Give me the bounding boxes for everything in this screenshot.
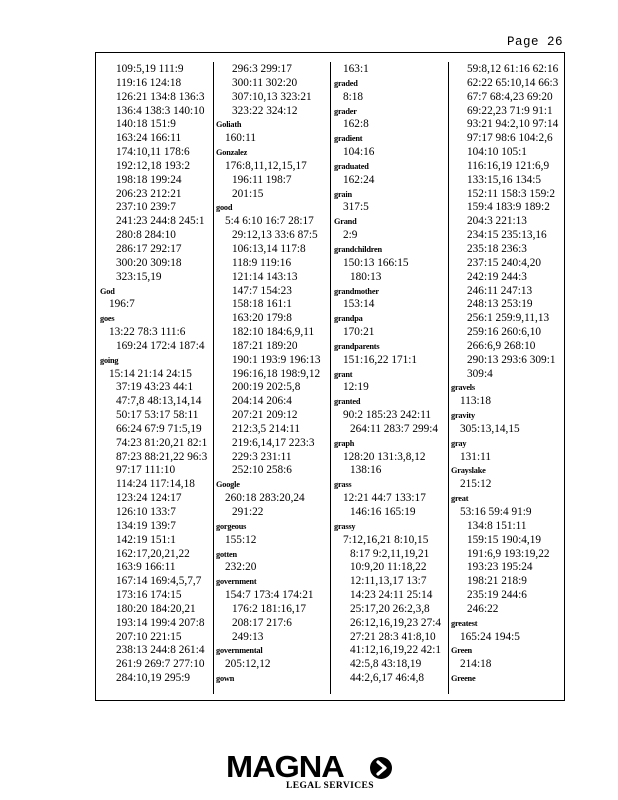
index-column-3 [334,63,441,686]
index-reference-line: 5:4 6:10 16:7 28:17 [225,215,314,228]
index-term: great [451,494,469,504]
index-reference-line: 109:5,19 111:9 [116,63,184,75]
index-reference-line: 15:14 21:14 24:15 [109,367,192,380]
index-reference-line: 261:9 269:7 277:10 [116,658,205,671]
index-reference-line: 187:21 189:20 [232,339,298,352]
index-term: Gonzalez [216,148,248,158]
index-reference-line: 165:24 194:5 [460,630,520,643]
index-reference-line: 7:12,16,21 8:10,15 [343,533,429,546]
index-term: grass [334,480,352,490]
index-term: governmental [216,646,263,656]
index-term: grader [334,106,357,116]
index-reference-line: 69:22,23 71:9 91:1 [467,104,553,117]
index-reference-line: 25:17,20 26:2,3,8 [350,602,430,615]
index-reference-line: 162:17,20,21,22 [116,547,190,560]
index-reference-line: 242:19 244:3 [467,270,527,283]
index-reference-line: 8:18 [343,90,364,103]
index-reference-line: 212:3,5 214:11 [232,422,300,435]
index-reference-line: 229:3 231:11 [232,450,292,463]
index-reference-line: 204:14 206:4 [232,395,292,408]
index-term: Grand [334,217,357,227]
index-reference-line: 260:18 283:20,24 [225,492,305,505]
index-reference-line: 66:24 67:9 71:5,19 [116,422,202,435]
column-divider-2 [330,62,331,694]
index-term: Google [216,480,240,490]
index-term: grandmother [334,286,379,296]
index-reference-line: 248:13 253:19 [467,298,533,311]
index-reference-line: 214:18 [460,658,492,671]
index-term: gradient [334,134,363,144]
index-reference-line: 300:20 309:18 [116,256,182,269]
index-term: granted [334,397,361,407]
index-term: going [100,355,119,365]
index-reference-line: 323:15,19 [116,270,162,283]
index-reference-line: 163:24 166:11 [116,132,182,145]
index-reference-line: 151:16,22 171:1 [343,353,418,366]
index-reference-line: 207:10 221:15 [116,630,182,643]
index-reference-line: 174:10,11 178:6 [116,146,190,159]
logo-arrow-icon [370,757,392,779]
index-reference-line: 196:7 [109,298,135,311]
index-reference-line: 249:13 [232,630,264,643]
index-reference-line: 219:6,14,17 223:3 [232,436,315,449]
index-reference-line: 12:21 44:7 133:17 [343,492,426,505]
index-reference-line: 309:4 [467,367,493,380]
index-reference-line: 198:18 199:24 [116,173,182,186]
index-reference-line: 235:18 236:3 [467,242,527,255]
index-reference-line: 163:1 [343,63,369,75]
index-reference-line: 307:10,13 323:21 [232,90,312,103]
index-term: grassy [334,521,356,531]
index-term: goes [100,314,115,324]
index-reference-line: 62:22 65:10,14 66:3 [467,76,559,89]
index-reference-line: 12:11,13,17 13:7 [350,575,427,588]
column-divider-3 [448,62,449,694]
index-reference-line: 163:20 179:8 [232,312,292,325]
index-reference-line: 232:20 [225,561,257,574]
index-reference-line: 2:9 [343,229,358,242]
index-reference-line: 170:21 [343,326,375,339]
index-reference-line: 201:15 [232,187,264,200]
index-reference-line: 121:14 143:13 [232,270,298,283]
index-column-4 [451,63,558,686]
index-term: Grayslake [451,466,486,476]
index-reference-line: 167:14 169:4,5,7,7 [116,575,202,588]
index-reference-line: 259:16 260:6,10 [467,326,542,339]
index-reference-line: 198:21 218:9 [467,575,527,588]
index-reference-line: 59:8,12 61:16 62:16 [467,63,559,75]
index-reference-line: 204:3 221:13 [467,215,527,228]
index-reference-line: 116:16,19 121:6,9 [467,159,550,172]
index-reference-line: 305:13,14,15 [460,422,520,435]
index-reference-line: 44:2,6,17 46:4,8 [350,672,425,685]
index-reference-line: 159:4 183:9 189:2 [467,201,550,214]
index-reference-line: 207:21 209:12 [232,409,298,422]
index-reference-line: 246:11 247:13 [467,284,533,297]
index-reference-line: 37:19 43:23 44:1 [116,381,194,394]
index-reference-line: 27:21 28:3 41:8,10 [350,630,436,643]
index-reference-line: 126:21 134:8 136:3 [116,90,205,103]
index-reference-line: 280:8 284:10 [116,229,176,242]
index-term: grandparents [334,341,380,351]
index-reference-line: 300:11 302:20 [232,76,298,89]
index-reference-line: 26:12,16,19,23 27:4 [350,616,442,629]
index-reference-line: 206:23 212:21 [116,187,182,200]
index-reference-line: 87:23 88:21,22 96:3 [116,450,208,463]
index-reference-line: 290:13 293:6 309:1 [467,353,556,366]
index-term: graph [334,438,355,448]
index-reference-line: 241:23 244:8 245:1 [116,215,205,228]
index-term: gown [216,674,235,684]
index-reference-line: 14:23 24:11 25:14 [350,589,433,602]
index-reference-line: 142:19 151:1 [116,533,176,546]
index-reference-line: 90:2 185:23 242:11 [343,409,432,422]
index-reference-line: 97:17 98:6 104:2,6 [467,132,553,145]
index-reference-line: 215:12 [460,478,492,491]
index-reference-line: 252:10 258:6 [232,464,292,477]
index-reference-line: 205:12,12 [225,658,271,671]
index-reference-line: 41:12,16,19,22 42:1 [350,644,442,657]
index-term: grandpa [334,314,363,324]
index-column-1 [100,63,207,686]
column-divider-1 [213,62,214,694]
index-reference-line: 155:12 [225,533,257,546]
index-reference-line: 42:5,8 43:18,19 [350,658,422,671]
index-reference-line: 196:16,18 198:9,12 [232,367,321,380]
index-reference-line: 29:12,13 33:6 87:5 [232,229,318,242]
index-reference-line: 176:8,11,12,15,17 [225,159,307,172]
index-reference-line: 113:18 [460,395,491,408]
index-reference-line: 190:1 193:9 196:13 [232,353,321,366]
index-term: Goliath [216,120,242,130]
index-reference-line: 160:11 [225,132,256,145]
index-reference-line: 284:10,19 295:9 [116,672,191,685]
index-reference-line: 147:7 154:23 [232,284,292,297]
index-reference-line: 93:21 94:2,10 97:14 [467,118,559,131]
index-reference-line: 53:16 59:4 91:9 [460,506,532,518]
index-reference-line: 191:6,9 193:19,22 [467,547,550,560]
index-term: gravity [451,411,475,421]
index-term: gotten [216,549,237,559]
page-number: Page 26 [506,35,563,49]
index-reference-line: 193:14 199:4 207:8 [116,616,205,629]
index-reference-line: 150:13 166:15 [343,256,409,269]
index-term: God [100,286,115,296]
index-reference-line: 136:4 138:3 140:10 [116,104,205,117]
index-term: Green [451,646,472,656]
index-term: grant [334,369,353,379]
index-reference-line: 154:7 173:4 174:21 [225,589,314,602]
index-term: gravels [451,383,475,393]
index-reference-line: 123:24 124:17 [116,492,182,505]
index-reference-line: 162:8 [343,118,369,131]
index-reference-line: 173:16 174:15 [116,589,182,602]
index-reference-line: 169:24 172:4 187:4 [116,339,205,352]
index-reference-line: 237:10 239:7 [116,201,176,214]
index-reference-line: 114:24 117:14,18 [116,478,195,491]
index-reference-line: 126:10 133:7 [116,506,176,518]
index-term: grain [334,189,352,199]
index-reference-line: 237:15 240:4,20 [467,256,542,269]
index-reference-line: 182:10 184:6,9,11 [232,326,315,339]
index-reference-line: 67:7 68:4,23 69:20 [467,90,553,103]
index-column-2 [216,63,321,686]
index-reference-line: 138:16 [350,464,382,477]
index-reference-line: 10:9,20 11:18,22 [350,561,427,574]
index-reference-line: 256:1 259:9,11,13 [467,312,550,325]
index-reference-line: 158:18 161:1 [232,298,292,311]
index-reference-line: 180:20 184:20,21 [116,602,196,615]
index-reference-line: 264:11 283:7 299:4 [350,422,439,435]
index-reference-line: 235:19 244:6 [467,589,527,602]
index-term: Greene [451,674,476,684]
index-reference-line: 8:17 9:2,11,19,21 [350,547,430,560]
index-term: government [216,577,257,587]
logo-tagline: LEGAL SERVICES [286,781,374,791]
index-reference-line: 159:15 190:4,19 [467,533,542,546]
index-term: gorgeous [216,521,247,531]
index-reference-line: 208:17 217:6 [232,616,292,629]
index-reference-line: 118:9 119:16 [232,256,292,269]
index-reference-line: 119:16 124:18 [116,76,182,89]
index-reference-line: 74:23 81:20,21 82:1 [116,436,208,449]
magna-legal-services-logo [226,750,396,794]
index-reference-line: 162:24 [343,173,375,186]
index-reference-line: 163:9 166:11 [116,561,176,574]
index-reference-line: 97:17 111:10 [116,464,176,477]
index-reference-line: 246:22 [467,602,499,615]
index-reference-line: 140:18 151:9 [116,118,176,131]
index-term: graduated [334,161,369,171]
index-reference-line: 234:15 235:13,16 [467,229,547,242]
index-reference-line: 133:15,16 134:5 [467,173,542,186]
index-reference-line: 193:23 195:24 [467,561,533,574]
logo-wordmark: MAGNA [226,749,344,784]
index-term: gray [451,438,467,448]
index-reference-line: 106:13,14 117:8 [232,242,306,255]
index-reference-line: 104:10 105:1 [467,146,527,159]
index-reference-line: 286:17 292:17 [116,242,182,255]
index-term: good [216,203,233,213]
index-reference-line: 152:11 158:3 159:2 [467,187,556,200]
index-reference-line: 238:13 244:8 261:4 [116,644,205,657]
index-reference-line: 50:17 53:17 58:11 [116,409,199,422]
index-reference-line: 134:8 151:11 [467,519,527,532]
index-reference-line: 13:22 78:3 111:6 [109,326,186,339]
index-reference-line: 317:5 [343,201,369,214]
index-reference-line: 323:22 324:12 [232,104,298,117]
index-reference-line: 12:19 [343,381,369,394]
index-reference-line: 192:12,18 193:2 [116,159,191,172]
index-term: greatest [451,618,478,628]
index-reference-line: 146:16 165:19 [350,506,416,518]
index-reference-line: 200:19 202:5,8 [232,381,301,394]
index-term: grandchildren [334,244,382,254]
index-reference-line: 291:22 [232,506,264,518]
index-reference-line: 196:11 198:7 [232,173,292,186]
index-reference-line: 104:16 [343,146,375,159]
index-reference-line: 134:19 139:7 [116,519,176,532]
index-reference-line: 131:11 [460,450,491,463]
index-reference-line: 47:7,8 48:13,14,14 [116,395,202,408]
index-reference-line: 128:20 131:3,8,12 [343,450,426,463]
index-term: graded [334,78,358,88]
index-reference-line: 176:2 181:16,17 [232,602,307,615]
index-reference-line: 153:14 [343,298,375,311]
index-reference-line: 180:13 [350,270,382,283]
index-reference-line: 266:6,9 268:10 [467,339,536,352]
index-reference-line: 296:3 299:17 [232,63,292,75]
